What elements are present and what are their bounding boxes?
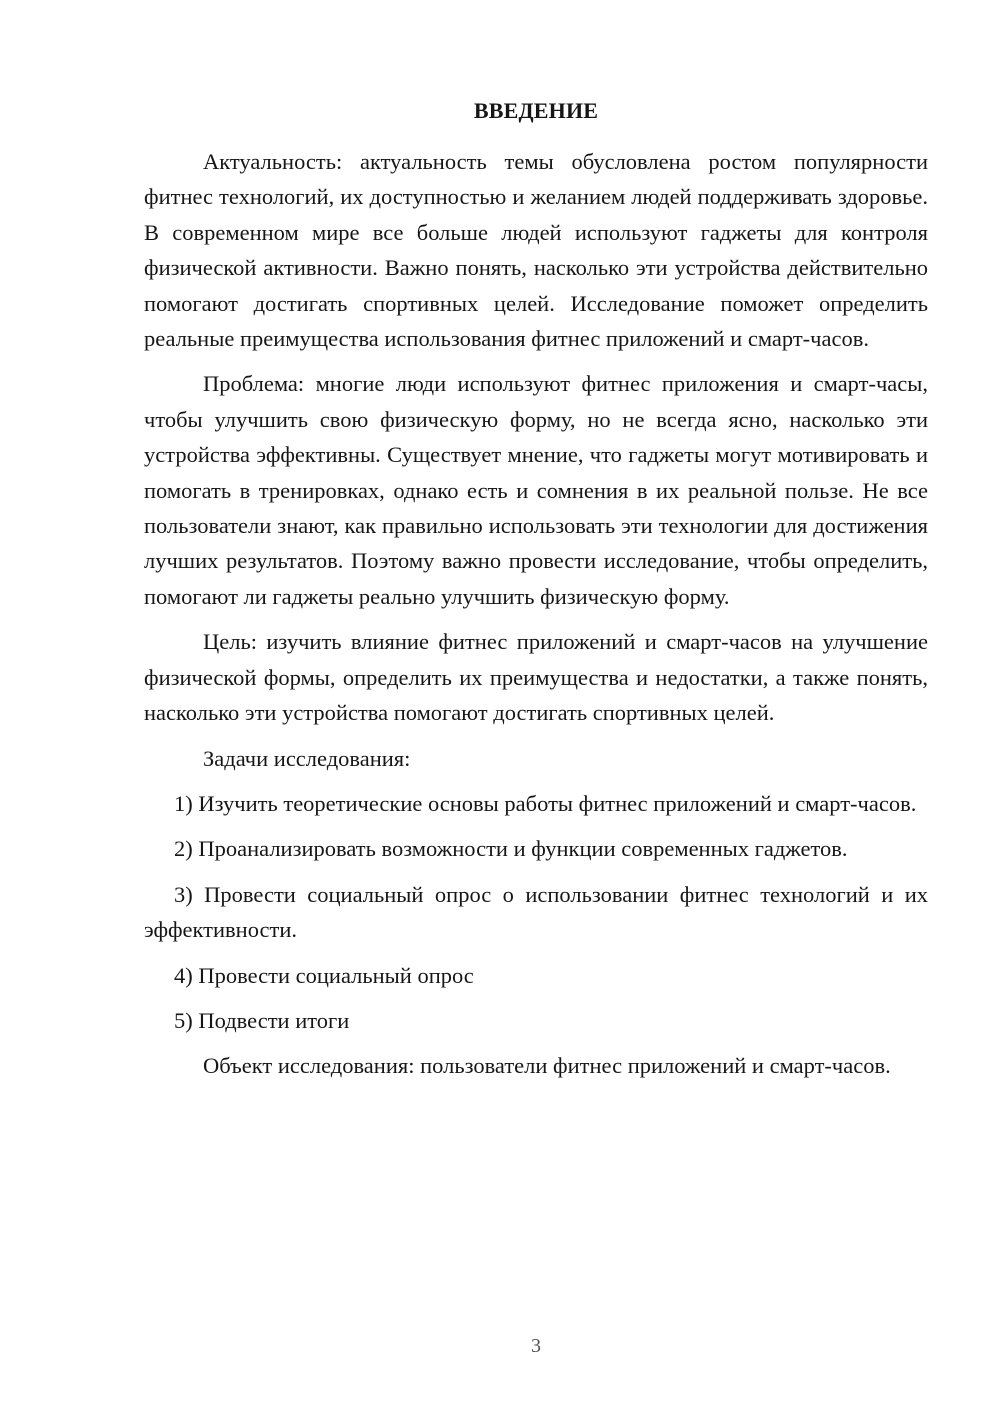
problem-paragraph: Проблема: многие люди используют фитнес приложения и смарт-часы, чтобы улучшить свою физическую форму, но не всегда ясно, насколько эти устройства эффективны. Существует мнение, что гаджеты могут мотивировать и помогать в тренировках, однако есть и сомнения в их реальной пользе. Не все пользователи знают, как правильно использовать эти технологии для достижения лучших результатов. Поэтому важно провести исследование, чтобы определить, помогают ли гаджеты реально улучшить физическую форму. xyxy=(144,371,928,609)
task-item-3: 3) Провести социальный опрос о использовании фитнес технологий и их эффективности. xyxy=(144,881,928,943)
object-paragraph: Объект исследования: пользователи фитнес приложений и смарт-часов. xyxy=(203,1053,891,1079)
goal-paragraph: Цель: изучить влияние фитнес приложений и смарт-часов на улучшение физической формы, определить их преимущества и недостатки, а также понять, насколько эти устройства помогают достигать спортивных целей. xyxy=(144,629,928,726)
task-item-4: 4) Провести социальный опрос xyxy=(174,962,474,988)
section-heading: ВВЕДЕНИЕ xyxy=(473,98,599,123)
page-number: 3 xyxy=(531,1335,541,1357)
tasks-heading: Задачи исследования: xyxy=(203,745,411,771)
task-item-5: 5) Подвести итоги xyxy=(174,1007,350,1033)
task-item-1: 1) Изучить теоретические основы работы фитнес приложений и смарт-часов. xyxy=(174,790,917,816)
task-item-2: 2) Проанализировать возможности и функции современных гаджетов. xyxy=(174,836,848,862)
document-body xyxy=(144,144,928,1094)
relevance-paragraph: Актуальность: актуальность темы обусловлена ростом популярности фитнес технологий, их доступностью и желанием людей поддерживать здоровье. В современном мире все больше людей используют гаджеты для контроля физической активности. Важно понять, насколько эти устройства действительно помогают достигать спортивных целей. Исследование поможет определить реальные преимущества использования фитнес приложений и смарт-часов. xyxy=(144,149,928,352)
